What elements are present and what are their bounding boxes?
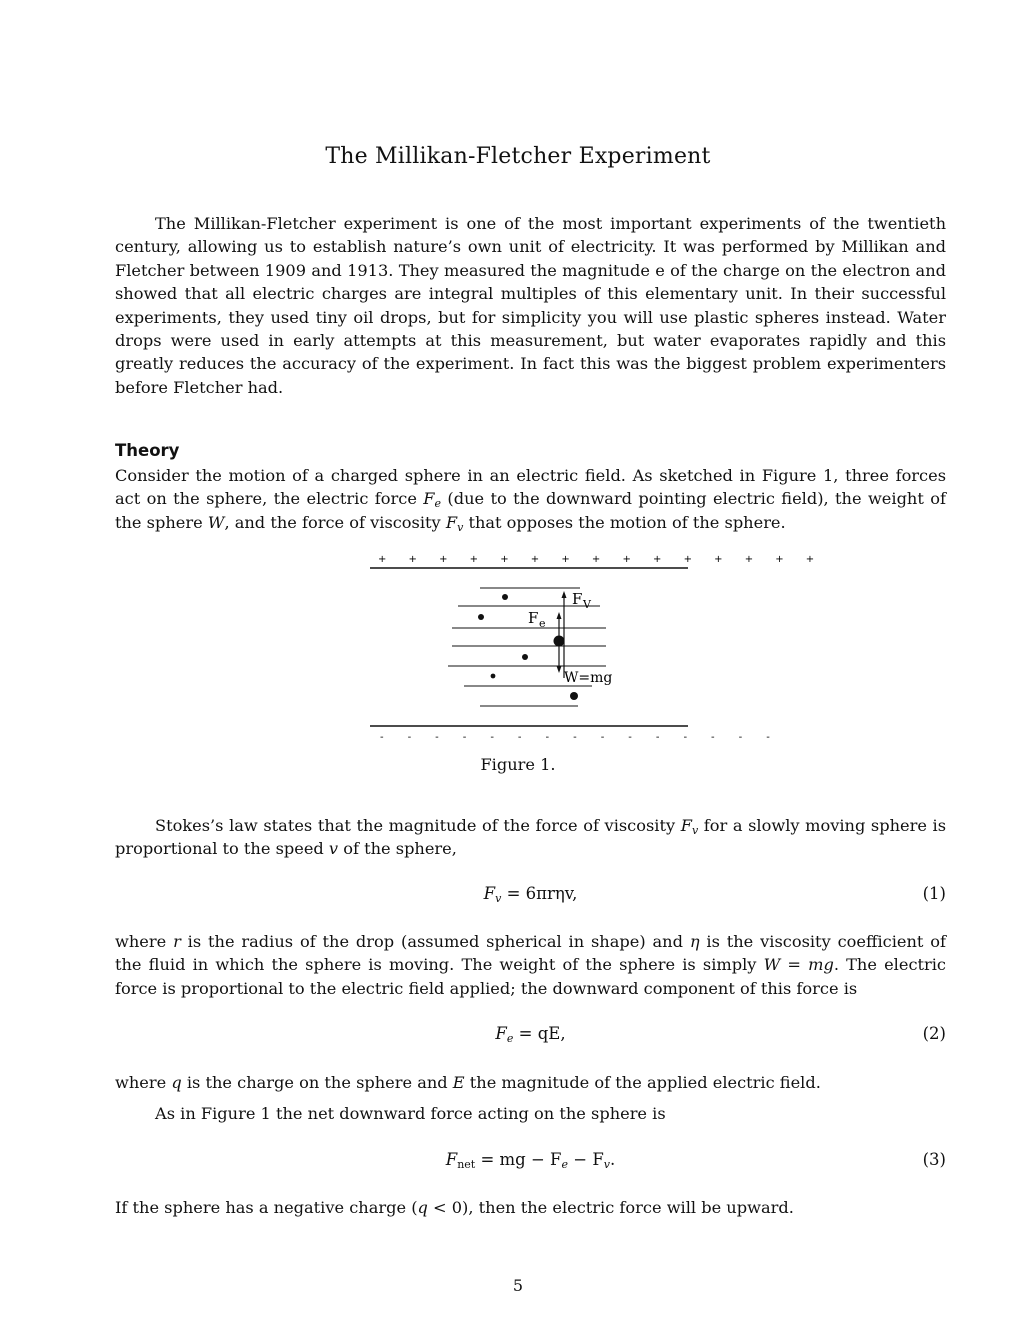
equation-2: $F_e$ = qE, (2) [495, 1024, 946, 1045]
positive-plate-signs: + + + + + + + + + + + + + + + [378, 554, 824, 565]
equation-number: (1) [922, 884, 946, 903]
viscosity-paragraph: where r is the radius of the drop (assumed spherical in shape) and η is the viscosity coefficient of the fluid in which the sphere is moving. The weight of the sphere is simply W = mg. The electric force is proportional to the electric field applied; the downward component of this force is [115, 932, 947, 998]
theory-paragraph: Consider the motion of a charged sphere in an electric field. As sketched in Figure 1, three forces act on the sphere, the electric force $F_e$ (due to the downward pointing electric field), the weight of the sphere W, and the force of viscosity $F_v$ that opposes the motion of the sphere. [115, 466, 946, 534]
particle [491, 674, 496, 679]
equation-3: $F_{net}$ = mg − $F_e - F_v$. (3) [445, 1150, 946, 1171]
page-title: The Millikan-Fletcher Experiment [325, 144, 711, 169]
label-fv: F [572, 590, 583, 608]
particle [522, 654, 528, 660]
charge-paragraph: where q is the charge on the sphere and E the magnitude of the applied electric field. [115, 1073, 821, 1092]
section-heading-theory: Theory [115, 441, 180, 460]
stokes-paragraph: Stokes’s law states that the magnitude of the force of viscosity $F_v$ for a slowly moving sphere is proportional to the speed v of the sphere, [115, 816, 946, 859]
net-force-intro: As in Figure 1 the net downward force acting on the sphere is [155, 1104, 666, 1123]
label-fe: F [528, 609, 539, 627]
particle [502, 594, 508, 600]
page-number: 5 [512, 1276, 524, 1295]
equation-number: (2) [922, 1024, 946, 1043]
negative-charge-paragraph: If the sphere has a negative charge (q < 0), then the electric force will be upward. [115, 1198, 794, 1217]
label-fe-subscript: e [539, 617, 546, 630]
equation-number: (3) [922, 1150, 946, 1169]
particle [570, 692, 578, 700]
particle [478, 614, 484, 620]
label-weight: W=mg [564, 670, 613, 686]
negative-plate-signs: - - - - - - - - - - - - - - - [380, 732, 781, 743]
equation-1: $F_v = 6\pi r\eta v$, (1) [483, 884, 946, 905]
intro-paragraph: The Millikan-Fletcher experiment is one of the most important experiments of the twentieth century, allowing us to establish nature’s own unit of electricity. It was performed by Millikan and Fletcher between 1909 and 1913. They measured the magnitude e of the charge on the electron and showed that all electric charges are integral multiples of this elementary unit. In their successful experiments, they used tiny oil drops, but for simplicity you will use plastic spheres instead. Water drops were used in early attempts at this measurement, but water evaporates rapidly and this greatly reduces the accuracy of the experiment. In fact this was the biggest problem experimenters before Fletcher had. [115, 214, 946, 397]
figure-caption: Figure 1. [480, 755, 556, 774]
figure-1-diagram [360, 548, 824, 748]
label-fv-subscript: V [583, 598, 591, 611]
